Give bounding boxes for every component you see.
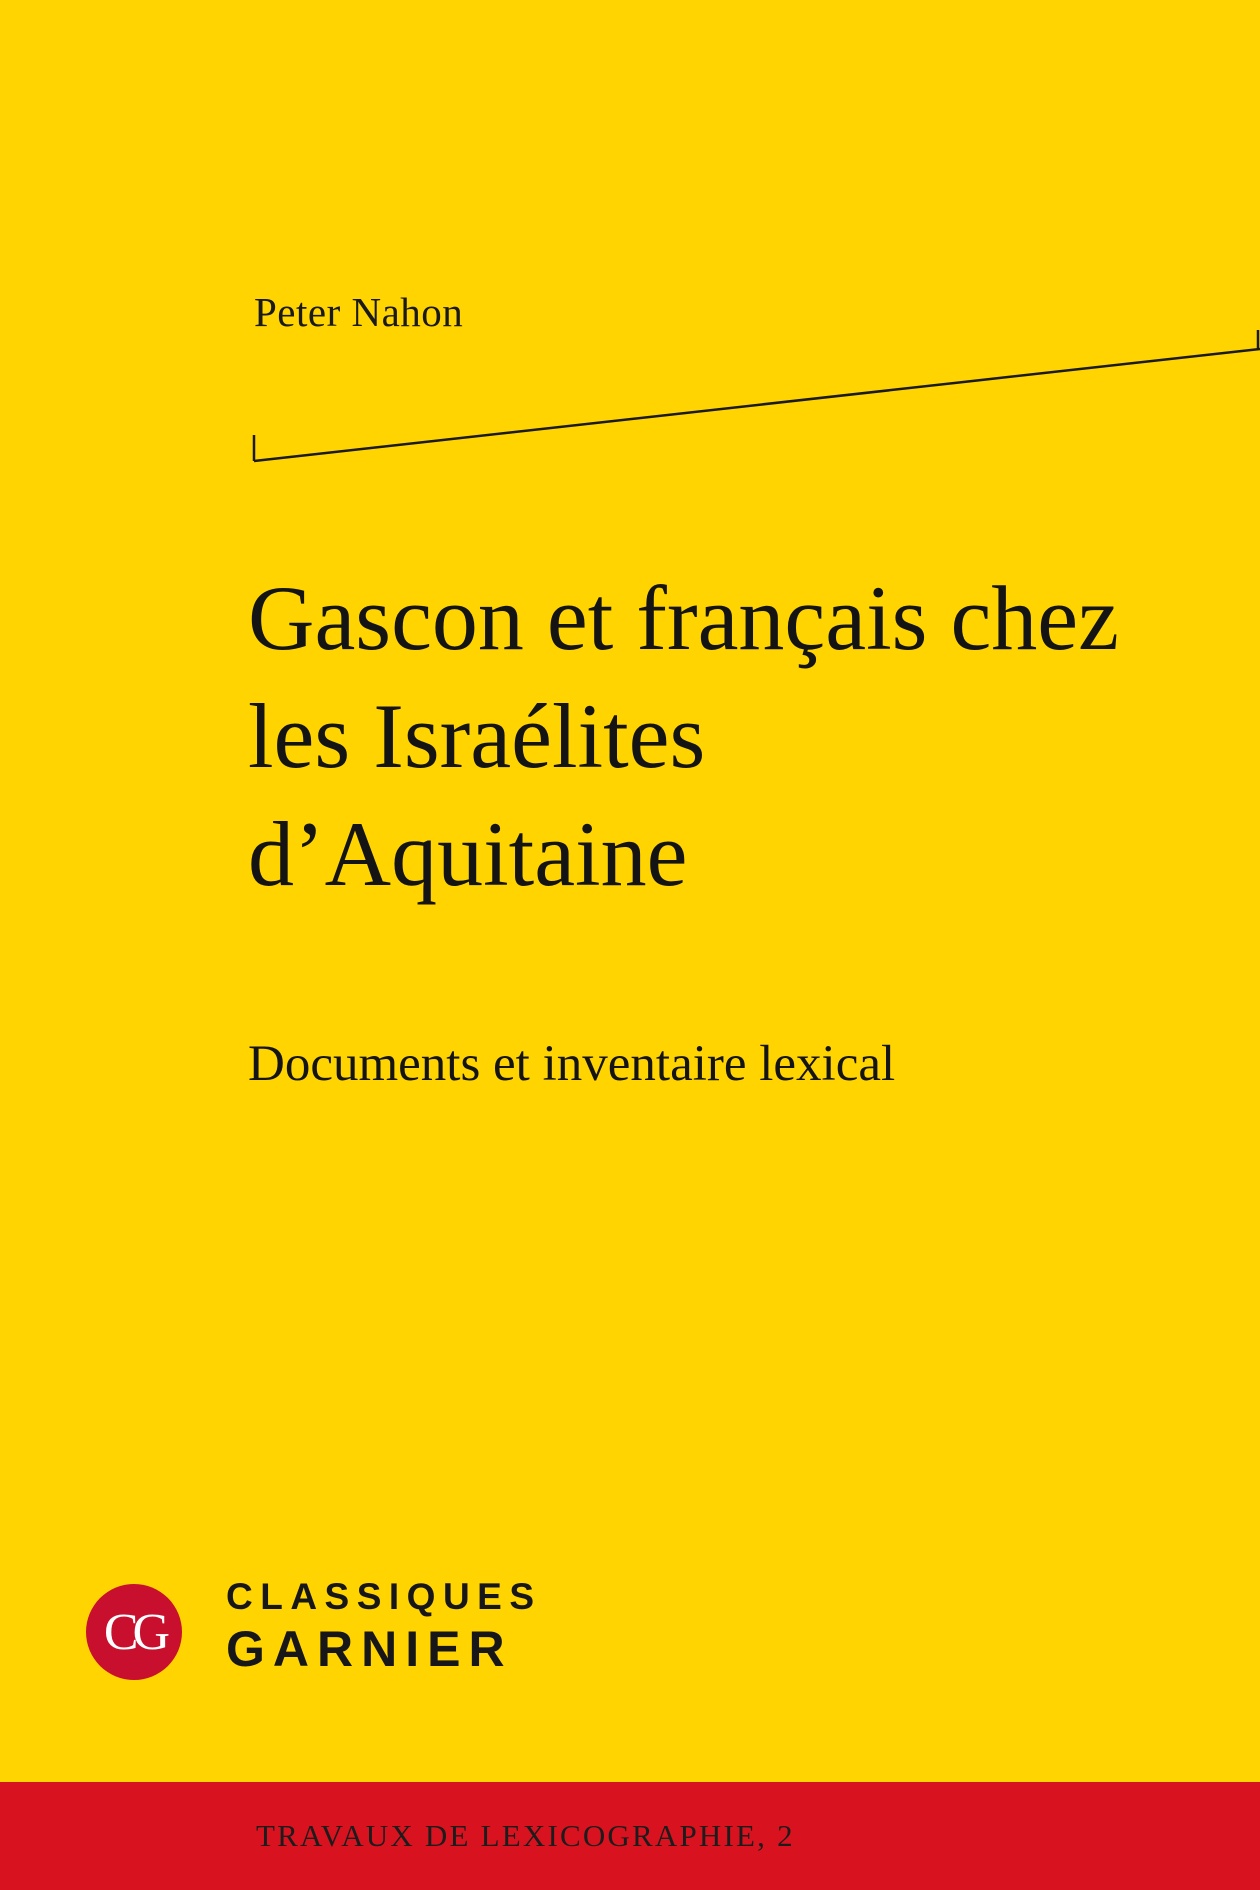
page-subtitle: Documents et inventaire lexical — [248, 1036, 896, 1092]
series-band — [0, 1782, 1260, 1890]
series-label: TRAVAUX DE LEXICOGRAPHIE, 2 — [256, 1818, 795, 1853]
page-title: Gascon et français chez les Israélites d’Aquitaine — [248, 567, 1119, 905]
publisher-monogram-mark — [86, 1584, 182, 1680]
publisher-monogram-text: CG — [103, 1603, 165, 1661]
diagonal-rule-icon — [0, 330, 1260, 470]
diagonal-rule — [0, 330, 1260, 470]
author-name: Peter Nahon — [254, 289, 464, 335]
publisher-name-line1: CLASSIQUES — [226, 1576, 542, 1617]
publisher-wordmark — [226, 1578, 556, 1676]
publisher-name-line2: GARNIER — [226, 1621, 513, 1677]
publisher-logo — [86, 1578, 556, 1688]
